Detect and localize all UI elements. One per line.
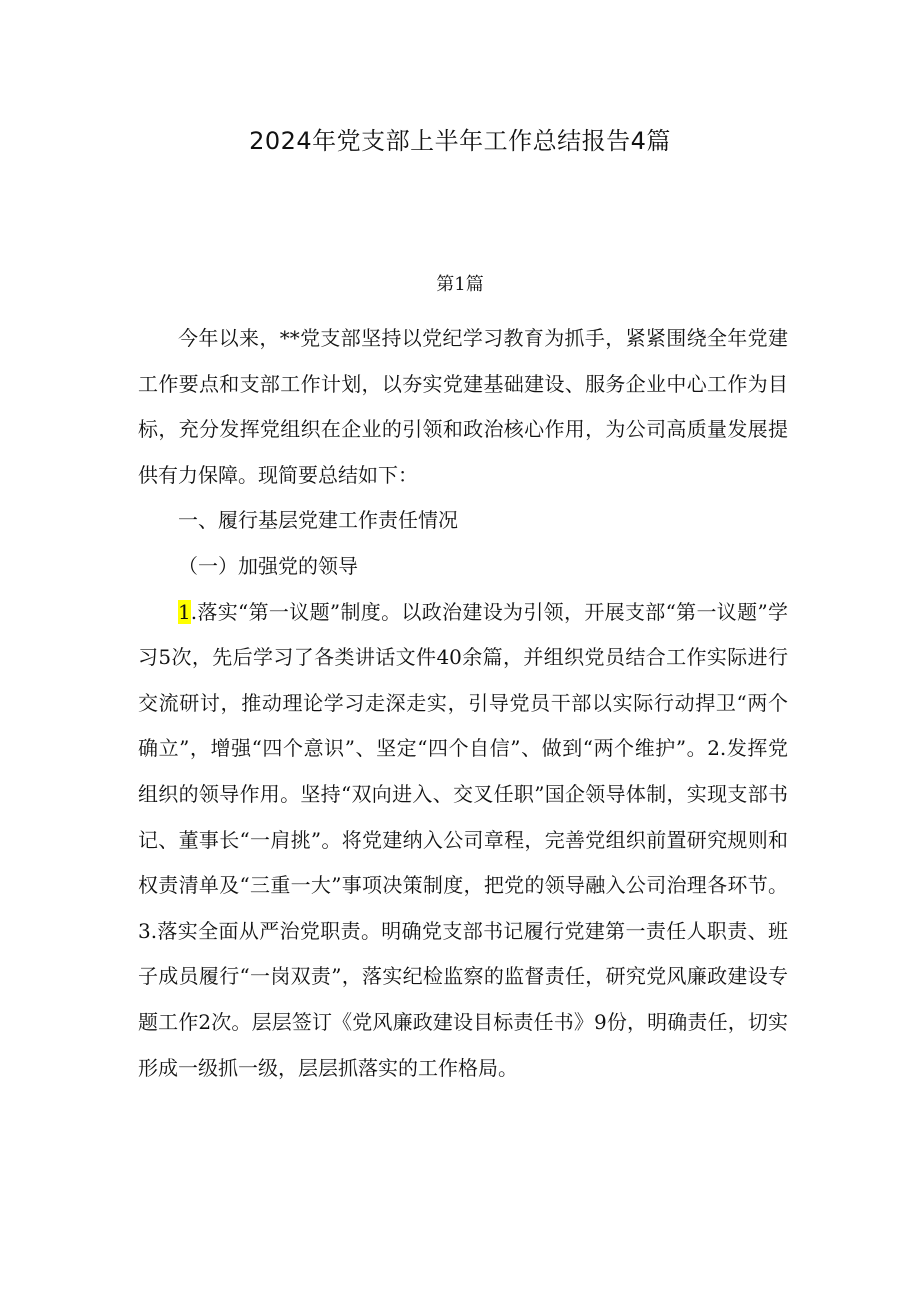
section-heading: 第1篇 (436, 274, 484, 295)
highlighted-paragraph (138, 590, 788, 1092)
highlight-marker: 1 (178, 599, 191, 624)
highlighted-paragraph-text: .落实“第一议题”制度。以政治建设为引领，开展支部“第一议题”学习5次，先后学习了各类讲话文件40余篇，并组织党员结合工作实际进行交流研讨，推动理论学习走深走实，引导党员干部以实际行动捍卫“两个确立”，增强“四个意识”、坚定“四个自信”、做到“两个维护”。2.发挥党组织的领导作用。坚持“双向进入、交叉任职”国企领导体制，实现支部书记、董事长“一肩挑”。将党建纳入公司章程，完善党组织前置研究规则和权责清单及“三重一大”事项决策制度，把党的领导融入公司治理各环节。3.落实全面从严治党职责。明确党支部书记履行党建第一责任人职责、班子成员履行“一岗双责”，落实纪检监察的监督责任，研究党风廉政建设专题工作2次。层层签订《党风廉政建设目标责任书》9份，明确责任，切实形成一级抓一级，层层抓落实的工作格局。 (138, 599, 788, 1080)
body-text (138, 316, 788, 1091)
document-title: 2024年党支部上半年工作总结报告4篇 (249, 127, 671, 155)
intro-paragraph: 今年以来，**党支部坚持以党纪学习教育为抓手，紧紧围绕全年党建工作要点和支部工作计划，以夯实党建基础建设、服务企业中心工作为目标，充分发挥党组织在企业的引领和政治核心作用，为公司高质量发展提供有力保障。现简要总结如下： (138, 326, 788, 487)
heading-level-1: 一、履行基层党建工作责任情况 (178, 508, 458, 533)
heading-level-2: （一）加强党的领导 (178, 553, 358, 578)
